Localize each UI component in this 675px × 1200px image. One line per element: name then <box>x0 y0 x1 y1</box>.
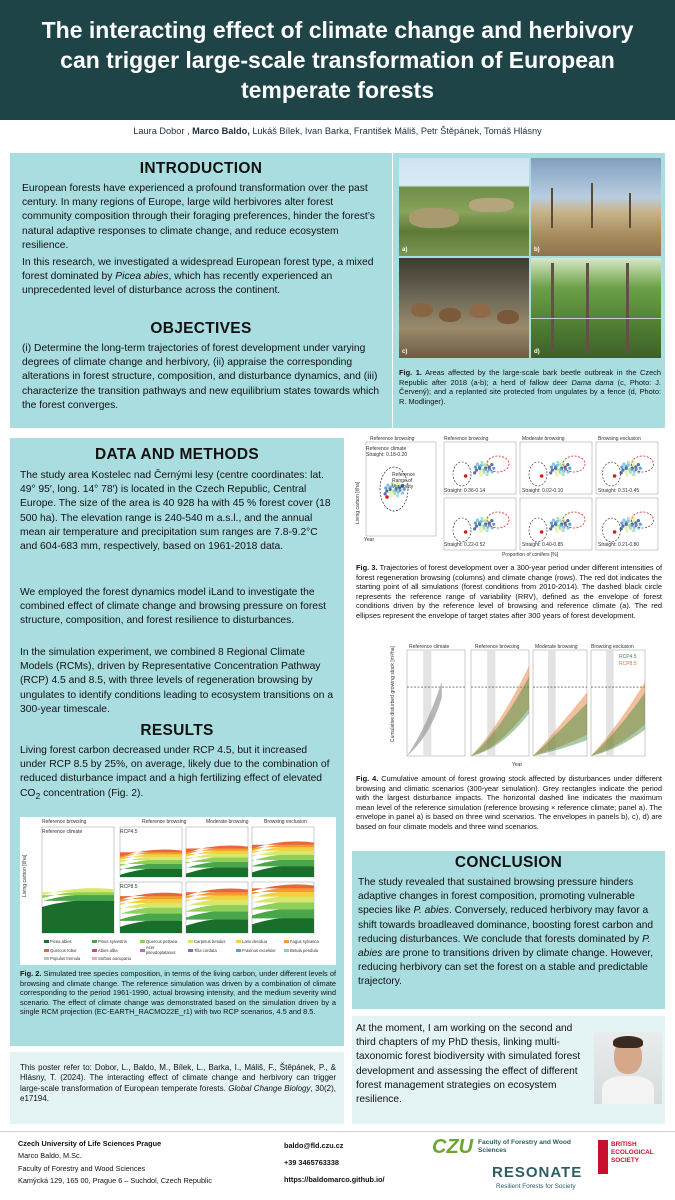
fig3-trajectory-point <box>626 529 629 532</box>
fig2-legend-label: Quercus petraea <box>146 939 178 944</box>
fig3-trajectory-point <box>567 526 570 529</box>
fig2-legend-label: Fagus sylvatica <box>290 939 319 944</box>
fig1-label-a: a) <box>402 247 408 253</box>
fig3-trajectory-point <box>627 517 630 520</box>
fig3-trajectory-point <box>549 527 552 530</box>
fig3-stat-c: Straight: 0.02-0.10 <box>522 488 564 494</box>
conclusion-paragraph <box>358 876 660 990</box>
fig2-legend-swatch <box>92 949 97 952</box>
fig2-legend-item <box>188 939 232 944</box>
methods-heading: DATA AND METHODS <box>94 446 260 463</box>
fig4-chart <box>387 642 647 770</box>
deer <box>439 308 461 322</box>
fig3-trajectory-point <box>626 520 629 523</box>
reference-text-a: This poster refer to: Dobor, L., Baldo, M., Bílek, L., Barka, I., Máliš, F., Štěpánek, P., & Hlásny, T. (2024). The interacting effect of climate change and herbivory can trigger large-scale transformation of European temperate forests. <box>20 1063 336 1093</box>
fig3-trajectory-point <box>474 521 477 524</box>
fig2-legend-label: Tilia cordata <box>194 947 217 953</box>
fig3-trajectory-point <box>554 527 557 530</box>
fig2-legend-label: Abies alba <box>98 947 118 953</box>
intro-p2-text-b: , which has recently experienced an unprecedented level of disturbance across the continent. <box>22 271 333 297</box>
fig3-trajectory-point <box>492 467 495 470</box>
fig3-trajectory-point <box>620 521 623 524</box>
fig3-col-1: Reference browsing <box>370 436 415 442</box>
fig3-trajectory-point <box>474 465 477 468</box>
author-list <box>0 126 675 136</box>
fig2-legend-label: Quercus robur <box>50 947 77 953</box>
fig3-stat-d: Straight: 0.31-0.45 <box>598 488 640 494</box>
intro-paragraph-1: European forests have experienced a profound transformation over the past century. In many regions of Europe, large wild herbivores alter forest community composition through their foraging preferences, hinder the forest’s natural adaptive responses to climate change, and reduce ecosystem resilience. <box>22 183 375 251</box>
fig2-col-3: Moderate browsing <box>206 819 249 825</box>
bes-logo-mark <box>598 1140 608 1174</box>
fig1-caption-text-a: Areas affected by the large-scale bark beetle outbreak in the Czech Republic after 2018 (a-b); a herd of fallow deer <box>399 368 661 387</box>
fig2-col-4: Browsing exclusion <box>264 819 307 825</box>
fig3-trajectory-point <box>386 484 389 487</box>
fig2-ref-label: Reference climate <box>42 829 83 835</box>
fig3-trajectory-point <box>475 524 478 527</box>
fig3-chart <box>352 436 665 560</box>
fig3-trajectory-point <box>396 491 399 494</box>
objectives-heading: OBJECTIVES <box>150 320 252 337</box>
fig3-trajectory-point <box>550 521 553 524</box>
fig3-trajectory-point <box>552 519 555 522</box>
fig2-caption-label: Fig. 2. <box>20 969 42 978</box>
fig2-row2-label: RCP8.5 <box>120 884 138 890</box>
tree-trunk <box>551 263 554 353</box>
author-dobor: Laura Dobor , <box>133 126 190 136</box>
methods-paragraph-3: In the simulation experiment, we combined 8 Regional Climate Models (RCMs), driven by Representative Concentration Pathway (RCP) 4.5 and 8.5, with three levels of regeneration browsing by ungulates to identify conditions leading to ecosystem transitions on a 300-year timescale. <box>20 647 334 715</box>
fig3-trajectory-point <box>550 465 553 468</box>
fig3-trajectory-point <box>558 471 561 474</box>
footer-university: Czech University of Life Sciences Prague <box>18 1139 162 1148</box>
conclusion-heading: CONCLUSION <box>454 854 563 871</box>
fig3-trajectory-point <box>556 520 559 523</box>
fig4-legend-rcp85: RCP8.5 <box>619 661 637 667</box>
dead-tree <box>629 193 631 228</box>
fig2-legend-item <box>92 939 136 944</box>
fig3-trajectory-point <box>482 527 485 530</box>
fig3-trajectory-point <box>555 473 558 476</box>
conclusion-species-2: P. abies <box>358 933 651 960</box>
tree-trunk <box>626 263 629 353</box>
fig3-trajectory-point <box>622 463 625 466</box>
conclusion-text-c: are prone to transitions driven by climate change. However, reducing herbivory can set the forest on a stable and predictable trajectory. <box>358 948 654 988</box>
fig2-legend-label: Picea abies <box>50 939 72 944</box>
fig3-trajectory-point <box>486 470 489 473</box>
fig3-start-point <box>613 474 617 478</box>
fig3-trajectory-point <box>491 526 494 529</box>
fig3-trajectory-point <box>549 471 552 474</box>
fig2-legend-swatch <box>284 949 289 952</box>
fig2-legend-swatch <box>236 949 241 952</box>
fig3-stat-f: Straight: 0.40-0.85 <box>522 542 564 548</box>
author-hair <box>613 1036 643 1048</box>
fig4-caption <box>356 774 662 832</box>
clearcut-patch <box>469 198 514 212</box>
fig3-start-point <box>540 474 544 478</box>
fig3-start-point <box>385 495 389 499</box>
fig3-trajectory-point <box>629 471 632 474</box>
fig3-trajectory-point <box>383 492 386 495</box>
fig2-legend-label: Populus tremula <box>50 956 81 961</box>
author-baldo: Marco Baldo, <box>192 126 250 136</box>
clearcut-patch <box>409 208 459 228</box>
fig3-trajectory-point <box>396 494 399 497</box>
fig3-caption-label: Fig. 3. <box>356 563 378 572</box>
fig1-photo-a <box>399 158 529 256</box>
fig3-trajectory-point <box>554 471 557 474</box>
fig4-col-2: Reference browsing <box>475 644 520 650</box>
fig2-legend-swatch <box>284 940 289 943</box>
fig3-trajectory-point <box>478 471 481 474</box>
footer <box>0 1131 675 1200</box>
fig3-ylabel: Living carbon [t/ha] <box>355 481 361 524</box>
fig3-trajectory-point <box>632 473 635 476</box>
fig3-trajectory-point <box>621 468 624 471</box>
fig2-species-area <box>42 900 114 933</box>
fig3-trajectory-point <box>384 486 387 489</box>
fig2-legend-swatch <box>188 940 193 943</box>
fig2-legend-swatch <box>92 957 97 960</box>
fig3-trajectory-point <box>622 519 625 522</box>
footer-phone: +39 3465763338 <box>284 1158 339 1167</box>
fig3-trajectory-point <box>389 492 392 495</box>
footer-faculty: Faculty of Forestry and Wood Sciences <box>18 1164 146 1173</box>
fig2-legend-item <box>140 945 184 955</box>
fig2-legend-swatch <box>44 949 49 952</box>
fig2-legend-label: Betula pendula <box>290 947 318 953</box>
fig3-trajectory-point <box>482 519 485 522</box>
conclusion-species-1: P. abies <box>413 905 449 917</box>
fig3-trajectory-point <box>626 464 629 467</box>
fig4-caption-label: Fig. 4. <box>356 774 379 783</box>
fig3-trajectory-point <box>556 464 559 467</box>
methods-paragraph-2: We employed the forest dynamics model iLand to investigate the combined effect of climate change and browsing pressure on forest structure, composition, and forest resilience to disturbances. <box>20 587 327 627</box>
fig3-col-2: Reference browsing <box>444 436 489 442</box>
fig3-trajectory-point <box>620 465 623 468</box>
fig3-stat-b: Straight: 0.36-0.14 <box>444 488 486 494</box>
poster-title: The interacting effect of climate change and herbivory can trigger large-scale transformation of European temperate forests <box>41 17 634 103</box>
fig3-trajectory-point <box>490 463 493 466</box>
fig3-trajectory-point <box>625 471 628 474</box>
fig3-trajectory-point <box>476 519 479 522</box>
conclusion-text-a: The study revealed that sustained browsing pressure hinders adaptive changes in forest composition, promoting vulnerable species like <box>358 877 635 917</box>
resonate-logo: RESONATE <box>492 1164 583 1181</box>
fig3-trajectory-point <box>479 529 482 532</box>
fig3-trajectory-point <box>627 461 630 464</box>
fig3-trajectory-point <box>568 523 571 526</box>
fig3-trajectory-point <box>389 494 392 497</box>
author-shirt <box>602 1076 654 1104</box>
fig4-col-4: Browsing exclusion <box>591 644 634 650</box>
fig3-trajectory-point <box>639 523 642 526</box>
fig2-row1-label: RCP4.5 <box>120 829 138 835</box>
results-heading: RESULTS <box>140 722 214 739</box>
fig3-trajectory-point <box>486 526 489 529</box>
fig2-legend-item <box>140 939 184 944</box>
footer-address: Kamýcká 129, 165 00, Prague 6 – Suchdol, Czech Republic <box>18 1176 212 1185</box>
fig3-trajectory-point <box>562 470 565 473</box>
fig3-trajectory-point <box>480 517 483 520</box>
fig3-trajectory-point <box>478 527 481 530</box>
footer-email[interactable]: baldo@fld.czu.cz <box>284 1141 344 1150</box>
fence <box>531 318 661 319</box>
fig3-rrv-label: Reference Range of Variability <box>392 472 416 490</box>
czu-logo: CZU <box>432 1136 474 1158</box>
fig3-trajectory-point <box>632 517 635 520</box>
fig3-trajectory-point <box>473 471 476 474</box>
fig3-caption-text: Trajectories of forest development over a 300-year period under different intensities of forest regeneration browsing (columns) and climate change (rows). The red dot indicates the starting point of all simulations (forest conditions from 2010-2014). The dashed black circle represents the reference range of variability (RRV), defined as the envelope of forest conditions driven by the reference level of browsing and reference climate (a). The red ellipses represent the envelope of target states after 300 years of forest development. <box>356 563 662 620</box>
fig2-legend-label: Carpinus betulus <box>194 939 226 944</box>
fig3-trajectory-point <box>558 463 561 466</box>
fig2-legend-swatch <box>44 957 49 960</box>
fig2-legend-swatch <box>188 949 193 952</box>
fig2-legend-item <box>92 945 136 955</box>
methods-paragraph-1: The study area Kostelec nad Černými lesy (centre coordinates: lat. 49° 95′, long. 14° 78′) is located in the Czech Republic, Central Europe. The size of the area is 40 928 ha with 45 % forest cover (18 500 ha). The elevation range is 240-540 m a.s.l., and the annual mean air temperature and precipitation sum ranges are 7.8-9.2°C and 604-683 mm, respectively, based on 1961-2018 data. <box>20 470 331 553</box>
phd-paragraph: At the moment, I am working on the second and third chapters of my PhD thesis, linking multi-taxonomic forest biodiversity with simulated forest development and assessing the effect of different forest management strategies on ecosystem resilience. <box>356 1023 581 1106</box>
fig3-trajectory-point <box>385 489 388 492</box>
fig2-legend-item <box>284 945 328 955</box>
fig3-start-point <box>540 530 544 534</box>
fig2-legend-label: Pinus sylvestris <box>98 939 127 944</box>
dead-tree <box>551 188 553 228</box>
fig3-trajectory-point <box>639 467 642 470</box>
fig2-legend-item <box>236 945 280 955</box>
fig1-caption-text-c: (c, Photo: J. Červený); and a replanted site protected from ungulates by a fence (d, Photo: R. Modlinger). <box>399 377 661 406</box>
fig3-trajectory-point <box>480 520 483 523</box>
fig2-caption-text: Simulated tree species composition, in terms of the living carbon, under different levels of browsing and climate change. The reference simulation was driven by a combination of climate corresponding to the period 1961-1990, actual browsing intensity, and the medium severity wind scenario. The effect of climate change was demonstrated based on the simulation driven by a single RCM projection (EC-EARTH_RACMO22E_r1) with two RCP scenarios, 4.5 and 8.5. <box>20 969 337 1017</box>
footer-name: Marco Baldo, M.Sc. <box>18 1151 82 1160</box>
fig3-col-4: Browsing exclusion <box>598 436 641 442</box>
fig1-photo-d <box>531 258 661 358</box>
fig2-legend-item <box>236 939 280 944</box>
fig3-trajectory-point <box>632 529 635 532</box>
fig3-trajectory-point <box>479 473 482 476</box>
fig2-legend-swatch <box>44 940 49 943</box>
fig2-legend-label: Larix decidua <box>242 939 267 944</box>
fig3-trajectory-point <box>567 470 570 473</box>
fig3-trajectory-point <box>556 517 559 520</box>
fig2-legend <box>44 939 334 961</box>
poster-header <box>0 0 675 120</box>
fig1-label-c: c) <box>402 349 408 355</box>
objectives-paragraph: (i) Determine the long-term trajectories of forest development under varying degrees of climate change and herbivory, (ii) appraise the corresponding alterations in forest structure, composition, and disturbance dynamics, and (iii) characterize the transition pathways and new equilibrium states towards which the forest converges. <box>22 343 380 411</box>
fig2-legend-item <box>92 956 136 961</box>
fig2-ylabel: Living carbon [t/ha] <box>22 854 28 897</box>
fig2-legend-swatch <box>140 949 145 952</box>
fig4-col-1: Reference climate <box>409 644 450 650</box>
conclusion-text-b: . Conversely, reduced herbivory may favor a shift towards broadleaved dominance, boosting forest carbon and reducing disturbances. We conclude that forests dominated by <box>358 905 654 945</box>
fig3-trajectory-point <box>480 464 483 467</box>
fig3-trajectory-point <box>625 527 628 530</box>
fig3-stat-g: Straight: 0.21-0.80 <box>598 542 640 548</box>
fig3-trajectory-point <box>621 524 624 527</box>
fig3-trajectory-point <box>551 468 554 471</box>
fig1-caption-species: Dama dama <box>571 377 614 387</box>
fig3-trajectory-point <box>480 461 483 464</box>
fig1-photo-c <box>399 258 529 358</box>
fig3-trajectory-point <box>568 467 571 470</box>
resonate-tagline: Resilient Forests for Society <box>496 1183 576 1190</box>
fig2-legend-label: Acer pseudoplatanus <box>145 945 176 955</box>
fig3-trajectory-point <box>562 473 565 476</box>
intro-paragraph-2 <box>22 256 382 299</box>
fig3-trajectory-point <box>393 492 396 495</box>
fig3-trajectory-point <box>566 519 569 522</box>
fig2-legend-item <box>188 945 232 955</box>
fig1-photo-b <box>531 158 661 256</box>
fig3-trajectory-point <box>637 463 640 466</box>
fig4-ylabel: Cumulative disturbed growing stock [m³/ha] <box>390 646 396 742</box>
fig3-start-point <box>613 530 617 534</box>
fig3-trajectory-point <box>632 461 635 464</box>
fig3-trajectory-point <box>558 527 561 530</box>
fig3-trajectory-point <box>626 473 629 476</box>
tree-trunk <box>586 263 589 353</box>
deer <box>411 303 433 317</box>
fig2-legend-item <box>284 939 328 944</box>
author-others: Lukáš Bílek, Ivan Barka, František Máliš, Petr Štěpánek, Tomáš Hlásny <box>252 126 542 136</box>
fig3-trajectory-point <box>401 491 404 494</box>
deer <box>497 310 519 324</box>
fig3-caption <box>356 563 662 621</box>
intro-p2-text-a: In this research, we investigated a widespread European forest type, a mixed forest dominated by <box>22 257 374 283</box>
fig3-trajectory-point <box>552 463 555 466</box>
fig3-trajectory-point <box>551 524 554 527</box>
fig3-trajectory-point <box>486 473 489 476</box>
fig2-legend-swatch <box>236 940 241 943</box>
fig4-legend-rcp45: RCP4.5 <box>619 654 637 660</box>
fig2-legend-swatch <box>92 940 97 943</box>
fig1-caption-label: Fig. 1. <box>399 368 422 377</box>
fig4-xlabel: Year <box>512 762 523 768</box>
fig2-legend-item <box>44 939 88 944</box>
reference-journal: Global Change Biology <box>228 1083 311 1093</box>
fig3-xlabel: Proportion of conifers [%] <box>502 552 559 558</box>
fig3-start-point <box>464 530 468 534</box>
fig2-col-2: Reference browsing <box>142 819 187 825</box>
intro-heading: INTRODUCTION <box>139 160 263 177</box>
fig2-chart <box>20 817 336 965</box>
fig2-legend-label: Fraxinus excelsior <box>242 947 276 953</box>
fig2-legend-item <box>44 956 88 961</box>
reference-text-b: , 30(2), e17194. <box>20 1083 336 1104</box>
fig3-stat-a: Straight: 0.18-0.20 <box>366 452 408 458</box>
czu-logo-text: Faculty of Forestry and Wood Sciences <box>478 1139 571 1154</box>
fig3-trajectory-point <box>490 519 493 522</box>
fig3-trajectory-point <box>562 526 565 529</box>
fig2-legend-swatch <box>140 940 145 943</box>
fig3-trajectory-point <box>475 468 478 471</box>
fig3-trajectory-point <box>558 519 561 522</box>
fig3-trajectory-point <box>482 463 485 466</box>
fig3-trajectory-point <box>491 470 494 473</box>
fig3-trajectory-point <box>629 527 632 530</box>
fig3-col-3: Moderate browsing <box>522 436 565 442</box>
fig4-col-3: Moderate browsing <box>535 644 578 650</box>
fig3-trajectory-point <box>482 471 485 474</box>
results-text-b: concentration (Fig. 2). <box>40 787 144 799</box>
deer <box>469 304 491 318</box>
fig4-grey-period <box>423 650 431 756</box>
fig4-caption-text: Cumulative amount of forest growing stock affected by disturbances under different browsing and climatic scenarios (300-year simulation). Grey rectangles indicate the period with the largest disturbance impacts. The horizontal dashed line indicates the maximum mean level of the reference simulation (reference browsing × reference climate; panel a). The envelope in panel a) is based on three wind scenarios. The envelopes in panels b), c), d) are based on four climate models and three wind scenarios. <box>356 774 662 831</box>
results-text-a: Living forest carbon decreased under RCP 4.5, but it increased under RCP 8.5 by 25%, on average, likely due to the combination of reduced disturbance impact and a high fertilizing effect of elevated CO <box>20 745 330 799</box>
fig3-trajectory-point <box>566 463 569 466</box>
fig3-trajectory-point <box>492 523 495 526</box>
results-subscript: 2 <box>35 790 41 801</box>
fig2-legend-label: Sorbus aucuparia <box>98 956 131 961</box>
fig3-year-label: Year <box>364 537 375 543</box>
fig2-caption <box>20 969 336 1017</box>
reference-text <box>20 1063 336 1105</box>
fig3-trajectory-point <box>555 529 558 532</box>
fig1-caption <box>399 368 661 406</box>
bes-logo-text: BRITISH ECOLOGICAL SOCIETY <box>611 1141 654 1164</box>
fig3-trajectory-point <box>473 527 476 530</box>
fig3-trajectory-point <box>637 519 640 522</box>
fig3-ref-label: Reference climate <box>366 446 407 452</box>
fig3-start-point <box>464 474 468 478</box>
fig3-stat-e: Straight: 0.22-0.52 <box>444 542 486 548</box>
fig3-trajectory-point <box>476 463 479 466</box>
footer-website[interactable]: https://baldomarco.github.io/ <box>284 1175 385 1184</box>
fig1-label-b: b) <box>534 247 540 253</box>
fig4-svg <box>387 642 647 770</box>
author-photo <box>594 1032 662 1104</box>
intro-p2-species: Picea abies <box>115 271 169 283</box>
dead-tree <box>591 183 593 228</box>
fig1-label-d: d) <box>534 349 540 355</box>
fig3-trajectory-point <box>556 461 559 464</box>
fig2-legend-item <box>44 945 88 955</box>
fig2-col-1: Reference browsing <box>42 819 87 825</box>
fig3-trajectory-point <box>486 529 489 532</box>
results-paragraph <box>20 744 336 803</box>
fig3-trajectory-point <box>562 529 565 532</box>
